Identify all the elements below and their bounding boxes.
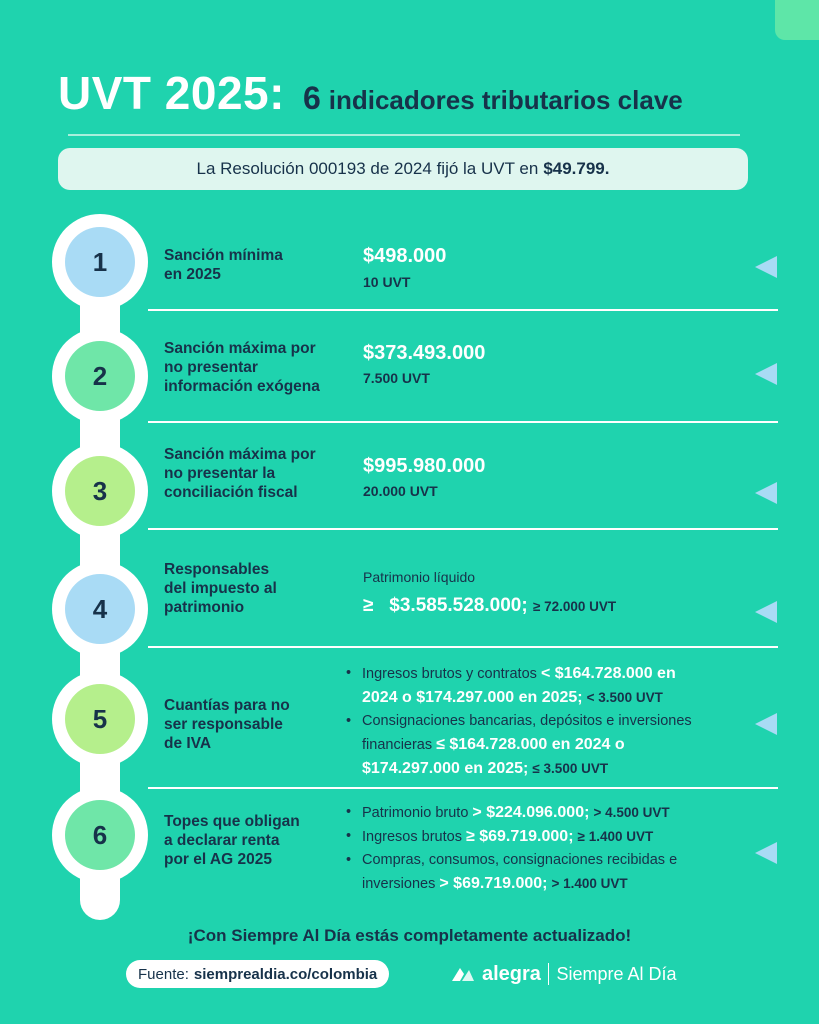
uvt-banner — [58, 148, 748, 190]
item-1-label: Sanción mínima en 2025 — [164, 247, 283, 283]
item-6-bullets — [346, 801, 766, 896]
corner-tab — [775, 0, 819, 40]
item-3-number: 3 — [65, 456, 135, 526]
brand-logo — [450, 960, 677, 988]
item-2-arrow-icon — [755, 363, 777, 385]
item-6-number: 6 — [65, 800, 135, 870]
item-2-uvt: 7.500 UVT — [363, 370, 430, 386]
item-6-arrow-icon — [755, 842, 777, 864]
list-item: • Compras, consumos, consignaciones recibidas e inversiones > $69.719.000; > 1.400 UVT — [346, 849, 766, 896]
item-3-circle — [52, 443, 148, 539]
source-link[interactable]: siemprealdia.co/colombia — [193, 965, 378, 983]
list-item: • Consignaciones bancarias, depósitos e inversiones financieras ≤ $164.728.000 en 2024 o $174.297.000 en 2025; ≤ 3.500 UVT — [346, 710, 766, 781]
title-number: 6 — [302, 80, 321, 116]
item-5-label: Cuantías para no ser responsable de IVA — [164, 697, 290, 752]
banner-value: $49.799. — [543, 159, 610, 178]
title-divider — [68, 134, 740, 136]
item-4-prefix: ≥ — [363, 595, 374, 616]
title-subtitle: indicadores tributarios clave — [328, 85, 683, 115]
item-4-value: $3.585.528.000; — [389, 595, 528, 616]
item-1-number: 1 — [65, 227, 135, 297]
page-title — [58, 66, 683, 120]
source-pill[interactable] — [126, 960, 389, 988]
item-3-arrow-icon — [755, 482, 777, 504]
item-1-arrow-icon — [755, 256, 777, 278]
title-main: UVT 2025: — [58, 67, 285, 119]
item-5-bullets — [346, 662, 766, 781]
item-2-number: 2 — [65, 341, 135, 411]
divider — [148, 787, 778, 789]
item-4-arrow-icon — [755, 601, 777, 623]
brand-divider — [548, 963, 550, 985]
item-3-value: $995.980.000 — [363, 455, 486, 477]
divider — [148, 309, 778, 311]
item-5-circle — [52, 671, 148, 767]
alegra-icon — [450, 965, 476, 983]
item-1-circle — [52, 214, 148, 310]
source-label: Fuente: — [138, 965, 189, 983]
item-6-circle — [52, 787, 148, 883]
item-4-small-label: Patrimonio líquido — [363, 569, 476, 585]
brand-name: Siempre Al Día — [556, 963, 677, 984]
alegra-wordmark: alegra — [482, 962, 541, 985]
item-3-label: Sanción máxima por no presentar la conciliación fiscal — [164, 446, 316, 501]
divider — [148, 646, 778, 648]
footer-tagline: ¡Con Siempre Al Día estás completamente actualizado! — [187, 926, 632, 945]
item-2-value: $373.493.000 — [363, 342, 486, 364]
item-6-label: Topes que obligan a declarar renta por el AG 2025 — [164, 813, 300, 868]
item-2-label: Sanción máxima por no presentar información exógena — [164, 340, 320, 395]
list-item: • Ingresos brutos y contratos < $164.728.000 en 2024 o $174.297.000 en 2025; < 3.500 UVT — [346, 662, 766, 710]
list-item: • Patrimonio bruto > $224.096.000; > 4.500 UVT — [346, 801, 766, 825]
banner-text: La Resolución 000193 de 2024 fijó la UVT en — [196, 159, 539, 178]
item-5-number: 5 — [65, 684, 135, 754]
item-4-label: Responsables del impuesto al patrimonio — [164, 561, 277, 616]
item-1-value: $498.000 — [363, 245, 447, 267]
item-2-circle — [52, 328, 148, 424]
item-3-uvt: 20.000 UVT — [363, 483, 438, 499]
item-4-circle — [52, 561, 148, 657]
item-1-uvt: 10 UVT — [363, 274, 411, 290]
list-item: • Ingresos brutos ≥ $69.719.000; ≥ 1.400 UVT — [346, 825, 766, 849]
item-4-number: 4 — [65, 574, 135, 644]
divider — [148, 421, 778, 423]
item-4-uvt: ≥ 72.000 UVT — [532, 599, 617, 614]
divider — [148, 528, 778, 530]
item-4-value-row — [363, 595, 616, 617]
item-5-arrow-icon — [755, 713, 777, 735]
